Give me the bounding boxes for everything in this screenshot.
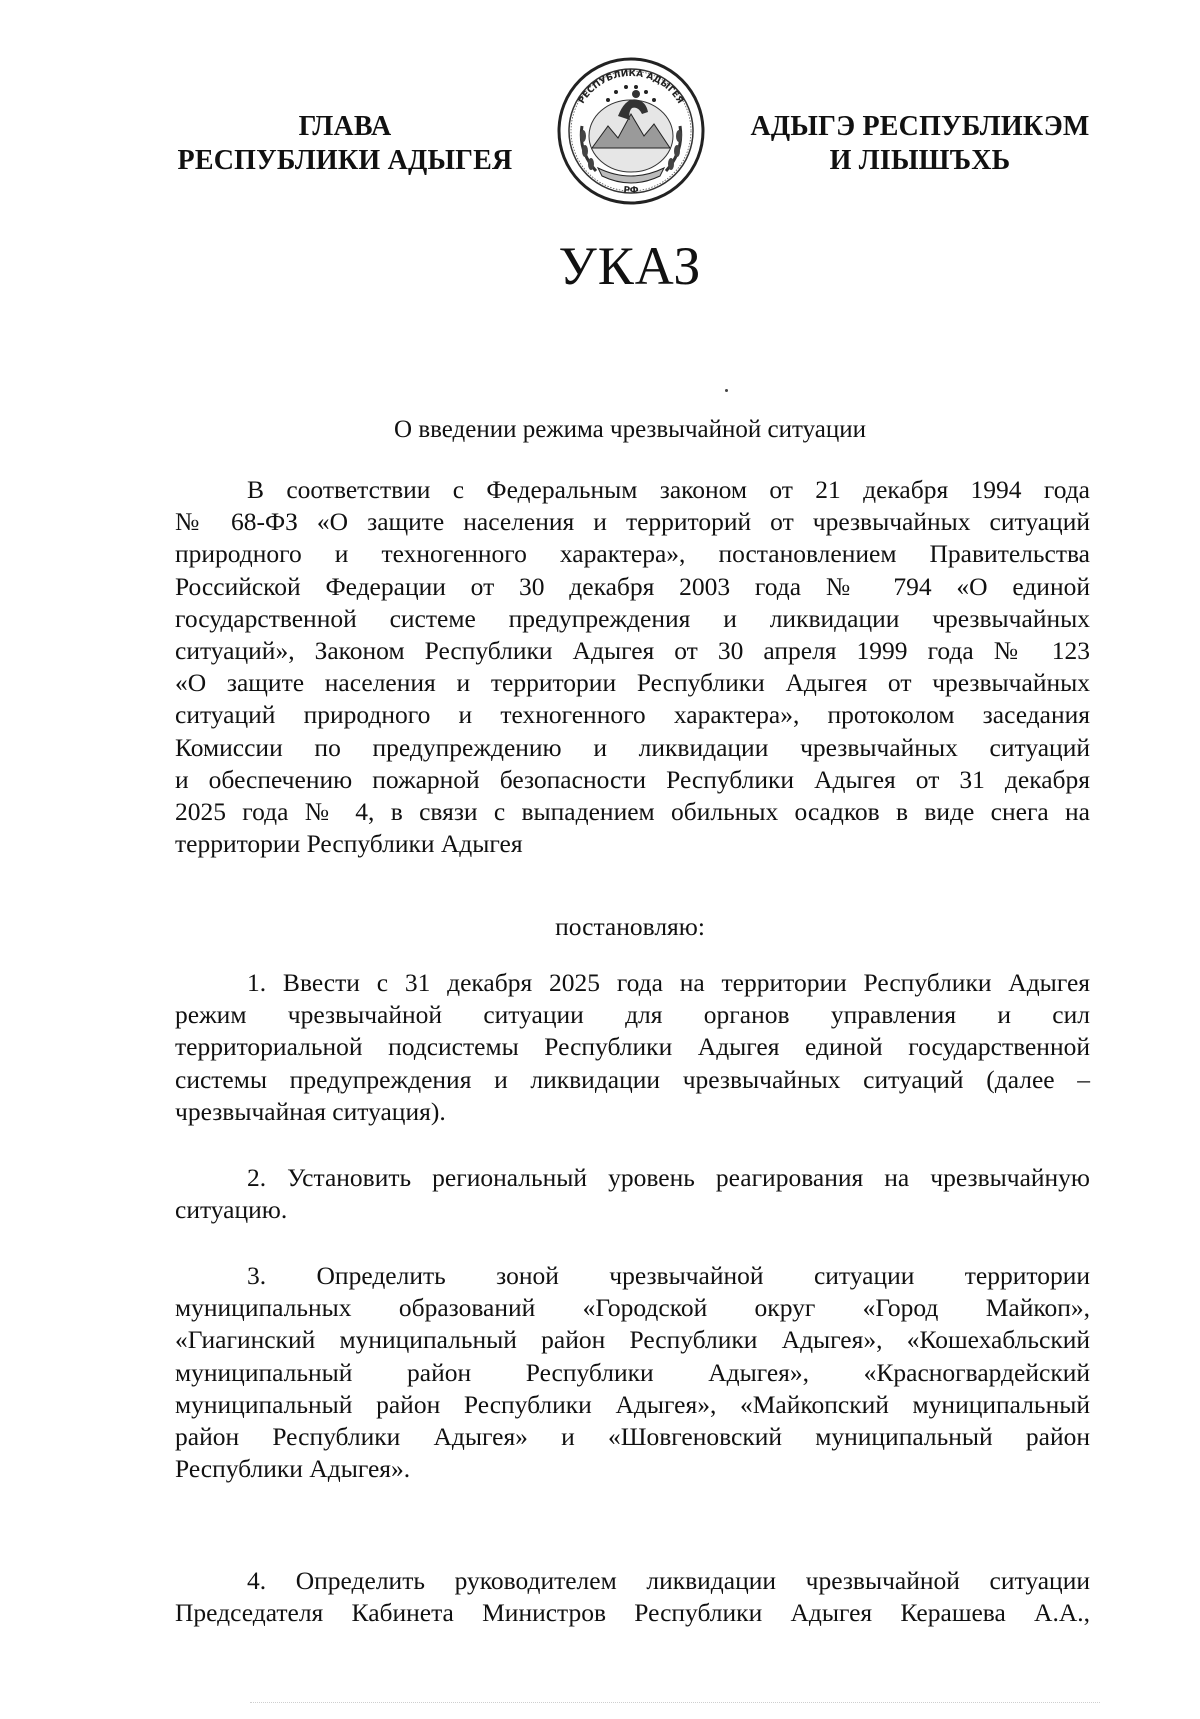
header-right-line2: И ЛІЫШЪХЬ xyxy=(829,145,1011,176)
decree-word: постановляю: xyxy=(555,912,705,941)
preamble-paragraph xyxy=(175,474,1090,860)
preamble-line: Российской Федерации от 30 декабря 2003 года № 794 «О единой xyxy=(175,571,1090,601)
item-line: территориальной подсистемы Республики Адыгея единой государственной xyxy=(175,1032,1090,1062)
item-line: чрезвычайная ситуация). xyxy=(175,1096,446,1126)
document-subject: О введении режима чрезвычайной ситуации xyxy=(394,416,866,443)
preamble-line: 2025 года № 4, в связи с выпадением обильных осадков в виде снега на xyxy=(175,797,1090,827)
item-1-paragraph xyxy=(175,967,1090,1128)
preamble-line: и обеспечению пожарной безопасности Республики Адыгея от 31 декабря xyxy=(175,764,1090,794)
item-line: системы предупреждения и ликвидации чрезвычайных ситуаций (далее – xyxy=(175,1064,1090,1094)
preamble-line: ситуаций природного и техногенного характера», протоколом заседания xyxy=(175,700,1090,730)
header-left xyxy=(170,110,520,178)
header-left-line1: ГЛАВА xyxy=(298,111,392,142)
preamble-line: № 68-ФЗ «О защите населения и территорий от чрезвычайных ситуаций xyxy=(175,507,1090,537)
scan-speck xyxy=(725,389,728,392)
document-title: УКАЗ xyxy=(558,236,702,296)
preamble-line: государственной системе предупреждения и ликвидации чрезвычайных xyxy=(175,603,1090,633)
item-line: муниципальный район Республики Адыгея», «Майкопский муниципальный xyxy=(175,1389,1090,1419)
preamble-line: Комиссии по предупреждению и ликвидации чрезвычайных ситуаций xyxy=(175,732,1090,762)
svg-text:РФ xyxy=(623,185,639,196)
item-line: муниципальных образований «Городской округ «Город Майкоп», xyxy=(175,1293,1090,1323)
preamble-line: В соответствии с Федеральным законом от 21 декабря 1994 года xyxy=(247,475,1090,504)
item-4-paragraph xyxy=(175,1565,1090,1629)
item-line: 3. Определить зоной чрезвычайной ситуации территории xyxy=(247,1261,1090,1290)
preamble-line: территории Республики Адыгея xyxy=(175,829,523,859)
header-left-line2: РЕСПУБЛИКИ АДЫГЕЯ xyxy=(177,145,513,176)
header-right xyxy=(730,110,1110,178)
scan-footer-noise xyxy=(250,1702,1100,1707)
item-line: муниципальный район Республики Адыгея», «Красногвардейский xyxy=(175,1357,1090,1387)
item-line: 2. Установить региональный уровень реагирования на чрезвычайную xyxy=(247,1163,1090,1192)
header-right-line1: АДЫГЭ РЕСПУБЛИКЭМ xyxy=(750,111,1090,142)
preamble-line: ситуаций», Законом Республики Адыгея от 30 апреля 1999 года № 123 xyxy=(175,636,1090,666)
item-line: район Республики Адыгея» и «Шовгеновский муниципальный район xyxy=(175,1422,1090,1452)
item-line: «Гиагинский муниципальный район Республики Адыгея», «Кошехабльский xyxy=(175,1325,1090,1355)
item-2-paragraph xyxy=(175,1162,1090,1226)
item-line: 1. Ввести с 31 декабря 2025 года на территории Республики Адыгея xyxy=(247,968,1090,997)
item-3-paragraph xyxy=(175,1260,1090,1485)
item-line: режим чрезвычайной ситуации для органов управления и сил xyxy=(175,1000,1090,1030)
item-line: Председателя Кабинета Министров Республики Адыгея Керашева А.А., xyxy=(175,1598,1090,1628)
emblem-text-bottom: РФ xyxy=(622,185,639,197)
item-line: 4. Определить руководителем ликвидации чрезвычайной ситуации xyxy=(247,1566,1090,1595)
preamble-line: природного и техногенного характера», постановлением Правительства xyxy=(175,539,1090,569)
preamble-line: «О защите населения и территории Республики Адыгея от чрезвычайных xyxy=(175,668,1090,698)
item-line: ситуацию. xyxy=(175,1195,288,1225)
coat-of-arms-adygea-icon xyxy=(556,56,706,206)
emblem-text-top: РЕСПУБЛИКА АДЫГЕЯ xyxy=(577,68,685,106)
item-line: Республики Адыгея». xyxy=(175,1454,411,1484)
